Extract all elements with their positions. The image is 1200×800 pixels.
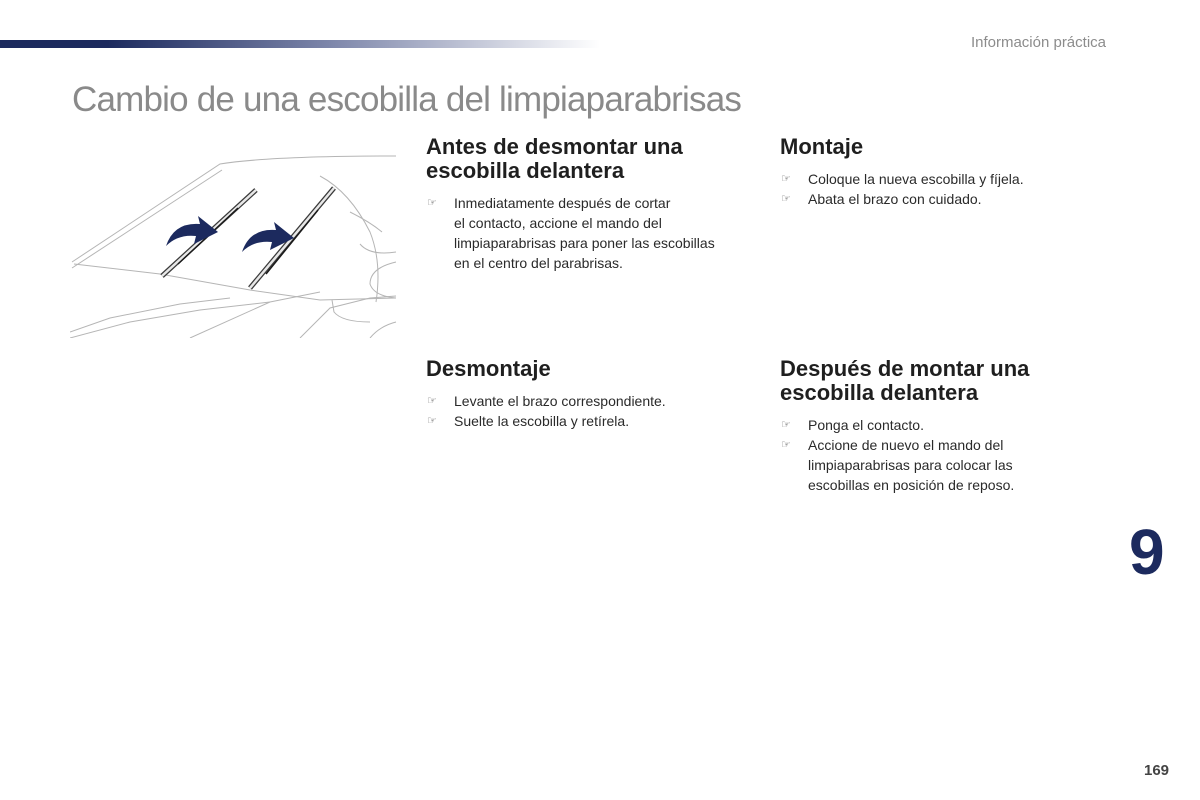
lift-arrow-left-icon <box>166 216 218 246</box>
windshield-wiper-illustration <box>70 152 398 338</box>
section-heading: Antes de desmontar una escobilla delantera <box>426 134 683 183</box>
list-item: ☞ Levante el brazo correspondiente. <box>427 393 666 409</box>
section-heading: Después de montar una escobilla delantera <box>780 356 1030 405</box>
section-removal <box>426 357 756 431</box>
pointing-hand-icon: ☞ <box>427 395 437 407</box>
section-fitting <box>780 135 1110 209</box>
list-item: ☞ Suelte la escobilla y retírela. <box>427 413 630 429</box>
step-list <box>780 169 1110 209</box>
section-before-removal <box>426 135 756 273</box>
pointing-hand-icon: ☞ <box>427 197 437 209</box>
pointing-hand-icon: ☞ <box>781 439 791 451</box>
step-list <box>426 193 756 273</box>
page-title: Cambio de una escobilla del limpiaparabrisas <box>72 80 742 119</box>
pointing-hand-icon: ☞ <box>781 193 791 205</box>
section-label: Información práctica <box>970 34 1106 51</box>
header-accent-bar <box>0 40 600 48</box>
section-after-fitting <box>780 357 1110 495</box>
section-heading: Montaje <box>780 134 864 159</box>
list-item: ☞ Ponga el contacto. <box>781 417 924 433</box>
step-list <box>780 415 1110 495</box>
pointing-hand-icon: ☞ <box>781 173 791 185</box>
page-number: 169 <box>1144 762 1170 779</box>
chapter-number: 9 <box>1129 516 1165 588</box>
list-item: ☞ Inmediatamente después de cortar el contacto, accione el mando del limpiaparabrisas para poner las escobillas en el centro del parabrisas. <box>427 195 715 271</box>
list-item: ☞ Coloque la nueva escobilla y fíjela. <box>781 171 1024 187</box>
step-list <box>426 391 756 431</box>
list-item: ☞ Accione de nuevo el mando del limpiaparabrisas para colocar las escobillas en posición de reposo. <box>781 437 1015 493</box>
pointing-hand-icon: ☞ <box>781 419 791 431</box>
list-item: ☞ Abata el brazo con cuidado. <box>781 191 982 207</box>
section-heading: Desmontaje <box>426 356 551 381</box>
pointing-hand-icon: ☞ <box>427 415 437 427</box>
